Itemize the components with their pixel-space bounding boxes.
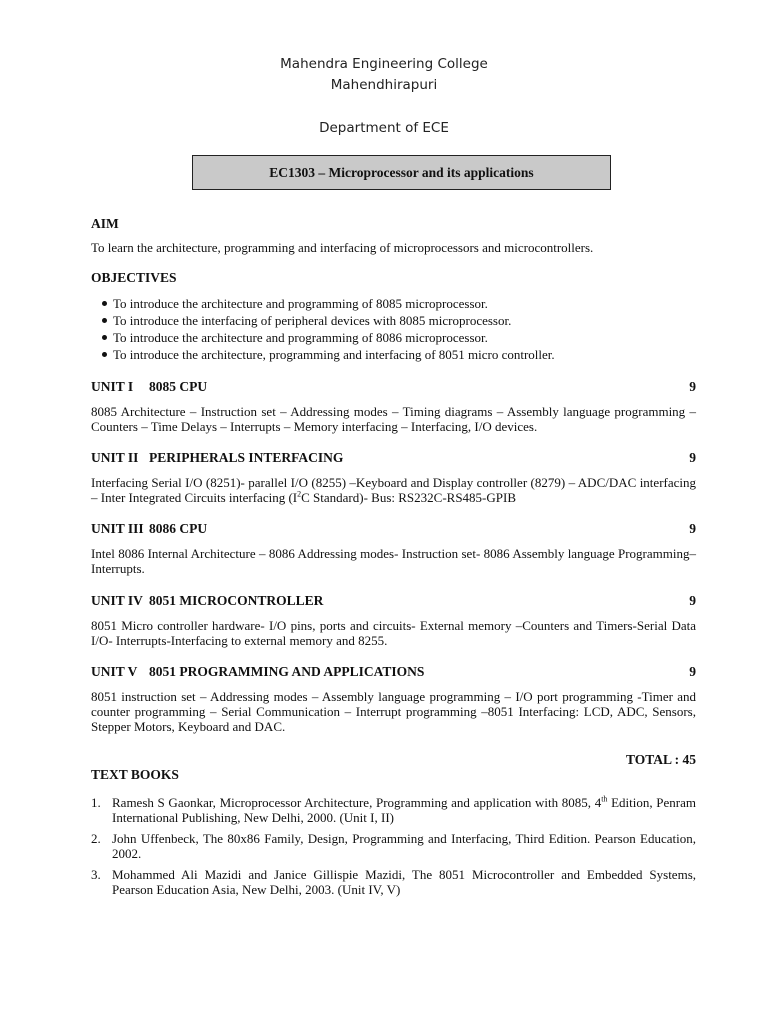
unit-4-hours: 9 xyxy=(689,593,696,608)
unit-4-section xyxy=(91,593,696,648)
unit-3-hours: 9 xyxy=(689,521,696,536)
unit-5-content: 8051 instruction set – Addressing modes – Assembly language programming – I/O port programming -Timer and counter programming – Serial Communication – Interrupt programming –8051 Interfacing: LCD, ADC, Sensors, Stepper Motors, Keyboard and DAC. xyxy=(91,689,696,734)
unit-2-number: UNIT II xyxy=(91,450,139,465)
text-book-item: 2. John Uffenbeck, The 80x86 Family, Design, Programming and Interfacing, Third Edition. Pearson Education, 2002. xyxy=(91,831,696,861)
unit-5-title: 8051 PROGRAMMING AND APPLICATIONS xyxy=(149,664,425,679)
objective-item: To introduce the architecture and programming of 8086 microprocessor. xyxy=(91,330,696,345)
aim-section xyxy=(91,216,696,255)
text-book-item: 1. Ramesh S Gaonkar, Microprocessor Architecture, Programming and application with 8085, 4th Edition, Penram International Publishing, New Delhi, 2000. (Unit I, II) xyxy=(91,794,697,825)
unit-1-hours: 9 xyxy=(689,379,696,394)
unit-1-number: UNIT I xyxy=(91,379,134,394)
unit-3-heading xyxy=(91,521,696,536)
text-book-item: 3. Mohammed Ali Mazidi and Janice Gillispie Mazidi, The 8051 Microcontroller and Embedded Systems, Pearson Education Asia, New Delhi, 2003. (Unit IV, V) xyxy=(91,867,696,897)
unit-3-section xyxy=(91,521,696,576)
course-title: EC1303 – Microprocessor and its applications xyxy=(269,165,534,180)
unit-3-title: 8086 CPU xyxy=(149,521,208,536)
unit-2-section xyxy=(91,450,696,505)
aim-heading: AIM xyxy=(91,216,119,231)
unit-1-section xyxy=(91,379,696,434)
unit-5-heading xyxy=(91,664,696,679)
total-hours: TOTAL : 45 xyxy=(625,752,696,767)
unit-4-heading xyxy=(91,593,696,608)
objective-item: To introduce the architecture and programming of 8085 microprocessor. xyxy=(91,296,696,311)
text-book-number: 1. xyxy=(91,795,101,810)
unit-4-title: 8051 MICROCONTROLLER xyxy=(149,593,324,608)
objective-item: To introduce the architecture, programming and interfacing of 8051 micro controller. xyxy=(91,347,696,362)
college-name: Mahendra Engineering College xyxy=(280,56,488,72)
unit-5-hours: 9 xyxy=(689,664,696,679)
objective-item: To introduce the interfacing of peripheral devices with 8085 microprocessor. xyxy=(91,313,696,328)
text-book-number: 3. xyxy=(91,867,101,882)
unit-1-heading xyxy=(91,379,696,394)
unit-3-content: Intel 8086 Internal Architecture – 8086 Addressing modes- Instruction set- 8086 Assembly language Programming–Interrupts. xyxy=(91,546,696,576)
text-books-section xyxy=(91,767,696,903)
text-book-number: 2. xyxy=(91,831,101,846)
unit-4-content: 8051 Micro controller hardware- I/O pins, ports and circuits- External memory –Counters and Timers-Serial Data I/O- Interrupts-Interfacing to external memory and 8255. xyxy=(91,618,696,648)
objectives-heading: OBJECTIVES xyxy=(91,270,177,285)
unit-5-number: UNIT V xyxy=(91,664,138,679)
unit-5-section xyxy=(91,664,696,734)
text-books-list xyxy=(91,795,696,897)
unit-1-title: 8085 CPU xyxy=(149,379,208,394)
objectives-section xyxy=(91,270,696,364)
course-title-box xyxy=(192,155,611,190)
unit-1-content: 8085 Architecture – Instruction set – Addressing modes – Timing diagrams – Assembly language programming – Counters – Time Delays – Interrupts – Memory interfacing – Interfacing, I/O devices. xyxy=(91,404,696,434)
unit-3-number: UNIT III xyxy=(91,521,144,536)
unit-2-content: Interfacing Serial I/O (8251)- parallel I/O (8255) –Keyboard and Display controller (8279) – ADC/DAC interfacing – Inter Integrated Circuits interfacing ($I^2C$ Standard)- Bus: RS232C-RS485-GPIB xyxy=(91,475,696,505)
unit-2-heading xyxy=(91,450,696,465)
college-location: Mahendhirapuri xyxy=(330,77,438,93)
text-books-heading: TEXT BOOKS xyxy=(91,767,179,782)
department-name: Department of ECE xyxy=(319,120,449,136)
aim-text: To learn the architecture, programming and interfacing of microprocessors and microcontrollers. xyxy=(91,240,594,255)
unit-4-number: UNIT IV xyxy=(91,593,143,608)
objectives-list xyxy=(91,296,696,362)
unit-2-hours: 9 xyxy=(689,450,696,465)
unit-2-title: PERIPHERALS INTERFACING xyxy=(149,450,344,465)
